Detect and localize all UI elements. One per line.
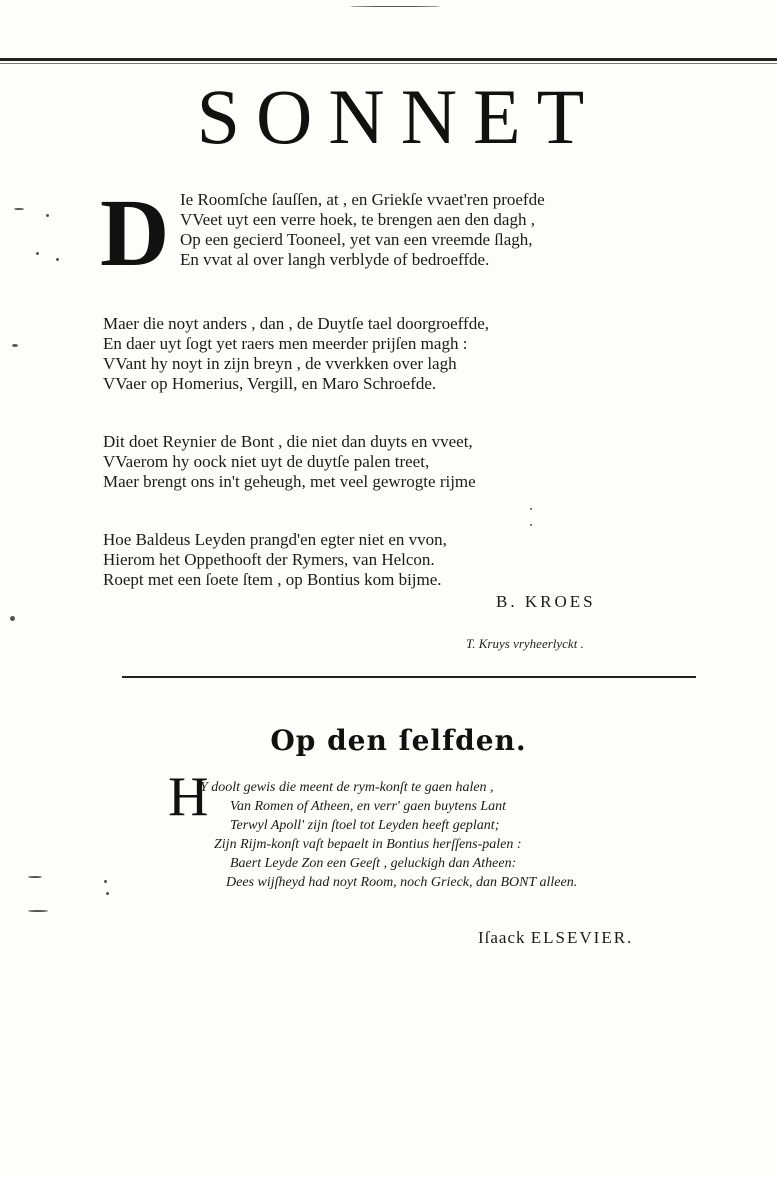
second-poem-title: Op den ſelfden. <box>270 724 527 757</box>
scan-speck <box>56 258 59 261</box>
verse-line: Y doolt gewis die meent de rym-konſt te gaen halen , <box>200 780 494 795</box>
verse-line: Van Romen of Atheen, en verr' gaen buytens Lant <box>230 799 507 814</box>
verse-line: VVaer op Homerius, Vergill, en Maro Schroefde. <box>103 374 437 393</box>
approval-note: T. Kruys vryheerlyckt . <box>466 636 584 651</box>
verse-line: En vvat al over langh verblyde of bedroeffde. <box>180 250 490 269</box>
sonnet-title: SONNET <box>196 73 601 160</box>
scan-speck <box>350 6 440 7</box>
signature-last-name: ELSEVIER. <box>530 928 634 947</box>
sonnet-stanza-1 <box>180 190 545 270</box>
scan-speck <box>10 616 15 621</box>
verse-line: Maer brengt ons in't geheugh, met veel gewrogte rijme <box>103 472 476 491</box>
second-poem-body <box>0 778 578 892</box>
verse-line: VVant hy noyt in zijn breyn , de vverkken over lagh <box>103 354 457 373</box>
scan-speck <box>12 344 18 347</box>
scan-speck <box>530 524 532 526</box>
verse-line: VVaerom hy oock niet uyt de duytſe palen treet, <box>103 452 430 471</box>
verse-line: Ie Roomſche ſauſſen, at , en Griekſe vvaet'ren proefde <box>180 190 545 209</box>
verse-line: Dees wijſheyd had noyt Room, noch Grieck, dan BONT alleen. <box>226 875 578 890</box>
verse-line: Zijn Rijm-konſt vaſt bepaelt in Bontius herſſens-palen : <box>214 837 522 852</box>
second-poem-signature <box>478 928 633 948</box>
scan-speck <box>46 214 49 217</box>
verse-line: Dit doet Reynier de Bont , die niet dan duyts en vveet, <box>103 432 473 451</box>
scan-speck <box>104 880 107 883</box>
sonnet-signature: B. KROES <box>496 592 596 611</box>
scan-speck <box>28 910 48 912</box>
second-poem-dropcap: H <box>168 766 209 828</box>
top-rule <box>0 58 777 61</box>
section-divider <box>122 676 696 678</box>
verse-line: Op een gecierd Tooneel, yet van een vreemde ſlagh, <box>180 230 533 249</box>
scan-speck <box>530 508 532 510</box>
scan-speck <box>14 208 24 210</box>
verse-line: Baert Leyde Zon een Geeſt , geluckigh dan Atheen: <box>230 856 517 871</box>
verse-line: Maer die noyt anders , dan , de Duytſe tael doorgroeffde, <box>103 314 489 333</box>
verse-line: Hoe Baldeus Leyden prangd'en egter niet en vvon, <box>103 530 447 549</box>
top-rule-thin <box>0 63 777 64</box>
verse-line: Hierom het Oppethooft der Rymers, van Helcon. <box>103 550 435 569</box>
verse-line: Terwyl Apoll' zijn ſtoel tot Leyden heeft geplant; <box>230 818 500 833</box>
sonnet-dropcap: D <box>100 179 170 286</box>
scan-speck <box>28 876 42 878</box>
sonnet-stanza-2 <box>103 314 489 394</box>
scan-speck <box>106 892 109 895</box>
verse-line: VVeet uyt een verre hoek, te brengen aen den dagh , <box>180 210 535 229</box>
sonnet-stanza-3 <box>103 432 476 492</box>
verse-line: Roept met een ſoete ſtem , op Bontius kom bijme. <box>103 570 442 589</box>
sonnet-stanza-4 <box>103 530 447 590</box>
verse-line: En daer uyt ſogt yet raers men meerder prijſen magh : <box>103 334 468 353</box>
signature-first-name: Iſaack <box>478 928 526 947</box>
scan-speck <box>36 252 39 255</box>
